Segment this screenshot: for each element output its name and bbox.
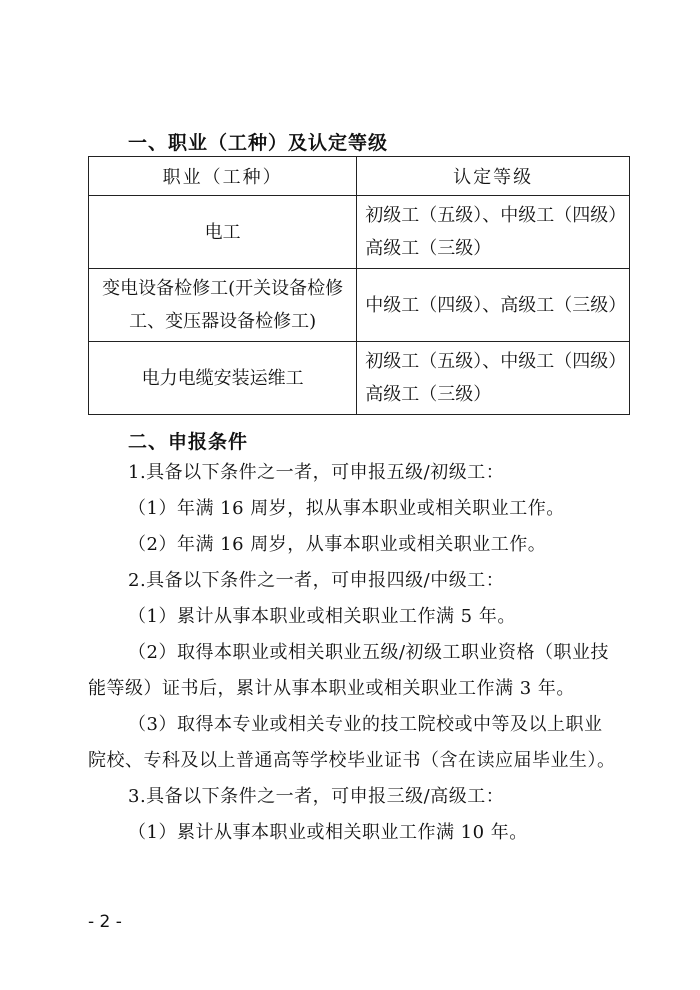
occupation-text: 电工 — [204, 221, 241, 243]
paragraph-line: （1）累计从事本职业或相关职业工作满 5 年。 — [128, 606, 516, 627]
section-1-heading: 一、职业（工种）及认定等级 — [128, 132, 389, 154]
occupation-cell — [89, 342, 357, 415]
header-occupation: 职业（工种） — [89, 157, 357, 196]
paragraph-line: （3）取得本专业或相关专业的技工院校或中等及以上职业 — [128, 714, 603, 735]
paragraph-line: （2）取得本职业或相关职业五级/初级工职业资格（职业技 — [128, 642, 610, 663]
page-number: - 2 - — [88, 912, 122, 932]
level-text: 中级工（四级）、高级工（三级） — [365, 294, 627, 316]
paragraph-line: （1）年满 16 周岁，拟从事本职业或相关职业工作。 — [128, 498, 565, 519]
paragraph-line: 2.具备以下条件之一者，可申报四级/中级工： — [128, 570, 505, 591]
occupation-cell — [89, 196, 357, 269]
paragraph-line: 1.具备以下条件之一者，可申报五级/初级工： — [128, 462, 505, 483]
section-2-heading: 二、申报条件 — [128, 431, 249, 453]
certification-table — [88, 156, 630, 415]
table-row — [89, 196, 630, 269]
occupation-text: 电力电缆安装运维工 — [141, 367, 304, 389]
level-cell — [357, 196, 630, 269]
table-row — [89, 342, 630, 415]
occupation-text: 工、变压器设备检修工) — [129, 311, 317, 332]
paragraph-line: 能等级）证书后，累计从事本职业或相关职业工作满 3 年。 — [88, 678, 575, 699]
occupation-cell — [89, 269, 357, 342]
level-text: 高级工（三级） — [365, 384, 492, 405]
level-text: 初级工（五级）、中级工（四级） — [365, 205, 627, 226]
paragraph-line: 3.具备以下条件之一者，可申报三级/高级工： — [128, 786, 505, 807]
table-header-row — [89, 157, 630, 196]
level-cell — [357, 269, 630, 342]
level-text: 初级工（五级）、中级工（四级） — [365, 351, 627, 372]
level-text: 高级工（三级） — [365, 238, 492, 259]
table-row — [89, 269, 630, 342]
paragraph-line: （1）累计从事本职业或相关职业工作满 10 年。 — [128, 822, 528, 843]
paragraph-line: （2）年满 16 周岁，从事本职业或相关职业工作。 — [128, 534, 547, 555]
level-cell — [357, 342, 630, 415]
occupation-text: 变电设备检修工(开关设备检修 — [102, 278, 344, 299]
paragraph-line: 院校、专科及以上普通高等学校毕业证书（含在读应届毕业生）。 — [88, 750, 616, 771]
header-level: 认定等级 — [357, 157, 630, 196]
